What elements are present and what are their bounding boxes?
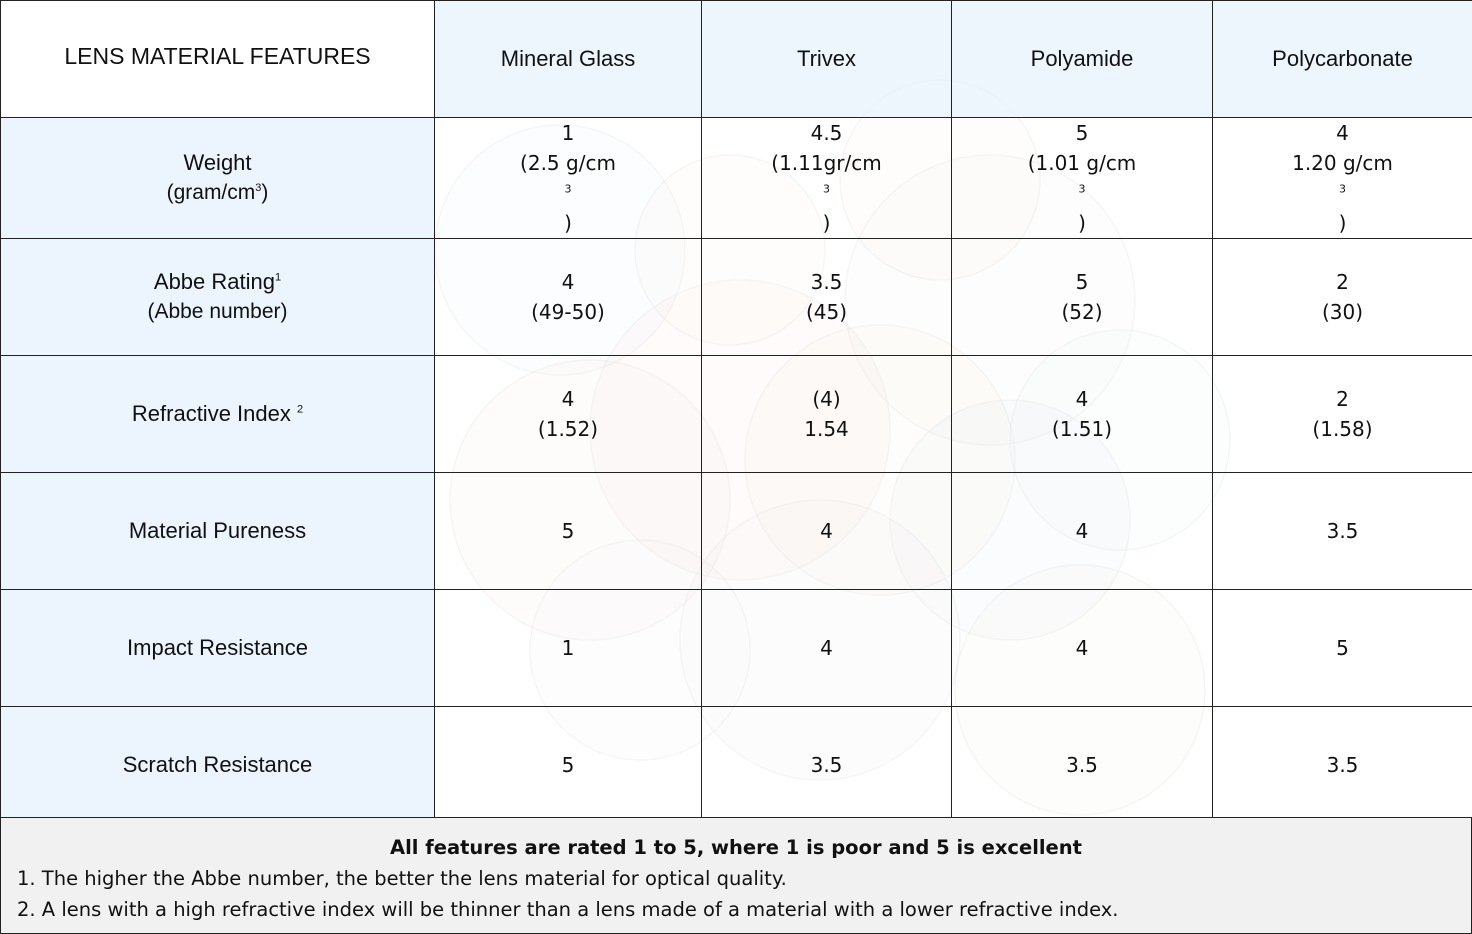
value-cell: 4 (1.52) bbox=[435, 356, 702, 473]
value-cell: 3.5 bbox=[1213, 707, 1472, 824]
value-cell: 5 (52) bbox=[952, 239, 1213, 356]
column-header-polyamide: Polyamide bbox=[952, 1, 1213, 118]
value-cell: 3.5 bbox=[1213, 473, 1472, 590]
table-row-refractive-index bbox=[1, 356, 1472, 473]
header-row bbox=[1, 1, 1472, 118]
feature-label-weight: Weight $(gram/cm^3)$ bbox=[1, 118, 435, 239]
rating-scale-summary: All features are rated 1 to 5, where 1 is poor and 5 is excellent bbox=[389, 836, 1082, 859]
value-cell: 4 bbox=[702, 473, 952, 590]
value-cell: (4) 1.54 bbox=[702, 356, 952, 473]
value-cell: 4 bbox=[702, 590, 952, 707]
table-row-impact-resistance bbox=[1, 590, 1472, 707]
table-row-abbe-rating bbox=[1, 239, 1472, 356]
footnote-abbe: 1. The higher the Abbe number, the better the lens material for optical quality. bbox=[17, 867, 787, 890]
value-cell: 4 (1.51) bbox=[952, 356, 1213, 473]
feature-label-scratch-resistance: Scratch Resistance bbox=[1, 707, 435, 824]
value-cell: 2 (1.58) bbox=[1213, 356, 1472, 473]
value-cell: 4 bbox=[952, 473, 1213, 590]
column-header-polycarbonate: Polycarbonate bbox=[1213, 1, 1472, 118]
value-cell: 1 bbox=[435, 590, 702, 707]
table-row-material-pureness bbox=[1, 473, 1472, 590]
value-cell: 3.5 bbox=[952, 707, 1213, 824]
footer-notes bbox=[0, 817, 1472, 934]
column-header-trivex: Trivex bbox=[702, 1, 952, 118]
value-cell: 5 bbox=[435, 473, 702, 590]
value-cell: 3.5 bbox=[702, 707, 952, 824]
value-cell: 4 1.20 g/cm $^3$ ) bbox=[1213, 118, 1472, 239]
value-cell: 1 (2.5 g/cm $^3$ ) bbox=[435, 118, 702, 239]
table-row-scratch-resistance bbox=[1, 707, 1472, 824]
column-header-mineral-glass: Mineral Glass bbox=[435, 1, 702, 118]
footnote-refractive-index: 2. A lens with a high refractive index will be thinner than a lens made of a material with a lower refractive index. bbox=[17, 898, 1119, 921]
value-cell: 3.5 (45) bbox=[702, 239, 952, 356]
value-cell: 2 (30) bbox=[1213, 239, 1472, 356]
value-cell: 4 bbox=[952, 590, 1213, 707]
table-row-weight bbox=[1, 118, 1472, 239]
value-cell: 4.5 (1.11gr/cm $^3$ ) bbox=[702, 118, 952, 239]
feature-label-material-pureness: Material Pureness bbox=[1, 473, 435, 590]
value-cell: 5 bbox=[1213, 590, 1472, 707]
feature-label-impact-resistance: Impact Resistance bbox=[1, 590, 435, 707]
value-cell: 4 (49-50) bbox=[435, 239, 702, 356]
feature-label-abbe-rating: Abbe Rating$^1$ (Abbe number) bbox=[1, 239, 435, 356]
value-cell: 5 (1.01 g/cm $^3$ ) bbox=[952, 118, 1213, 239]
feature-label-refractive-index: Refractive Index $^2$ bbox=[1, 356, 435, 473]
table-title: LENS MATERIAL FEATURES bbox=[1, 1, 435, 118]
value-cell: 5 bbox=[435, 707, 702, 824]
